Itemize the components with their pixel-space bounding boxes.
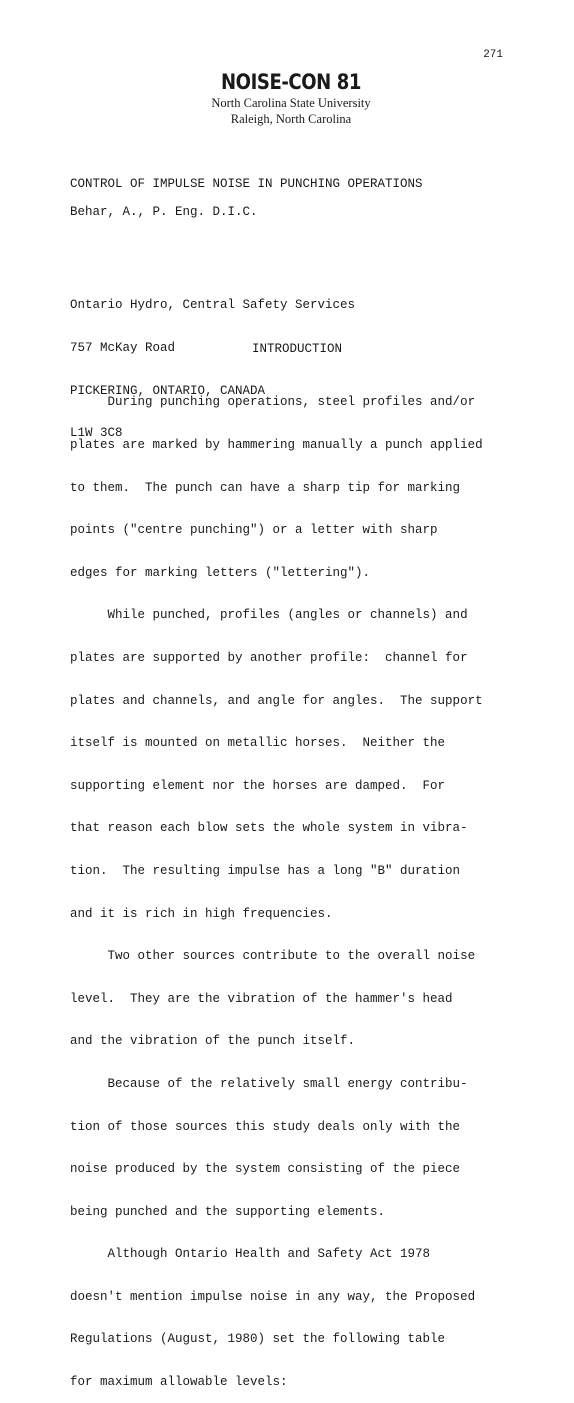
affiliation-line: Ontario Hydro, Central Safety Services	[70, 298, 356, 313]
body-line: for maximum allowable levels:	[70, 1375, 288, 1390]
affiliation-line: PICKERING, ONTARIO, CANADA	[70, 383, 266, 398]
body-line: noise produced by the system consisting of the piece	[70, 1162, 461, 1177]
body-line: Although Ontario Health and Safety Act 1978	[70, 1247, 431, 1262]
section-heading: INTRODUCTION	[251, 342, 342, 356]
body-line: Because of the relatively small energy contribu-	[70, 1076, 468, 1091]
body-line: During punching operations, steel profiles and/or	[70, 395, 476, 410]
body-line: to them. The punch can have a sharp tip for marking	[70, 480, 461, 495]
body-line: and it is rich in high frequencies.	[70, 906, 333, 921]
body-text	[70, 367, 483, 1403]
body-line: being punched and the supporting elements.	[70, 1204, 386, 1219]
body-line: While punched, profiles (angles or channels) and	[70, 608, 468, 623]
body-line: and the vibration of the punch itself.	[70, 1034, 356, 1049]
body-line: Two other sources contribute to the overall noise	[70, 949, 476, 964]
masthead	[0, 69, 574, 127]
paper-title: CONTROL OF IMPULSE NOISE IN PUNCHING OPERATIONS	[70, 177, 423, 191]
conference-title: NOISE-CON 81	[220, 70, 362, 94]
body-line: tion. The resulting impulse has a long "B" duration	[70, 863, 461, 878]
body-line: supporting element nor the horses are damped. For	[70, 778, 446, 793]
affiliation-line: L1W 3C8	[70, 426, 123, 441]
body-line: plates are marked by hammering manually a punch applied	[70, 438, 483, 452]
body-line: edges for marking letters ("lettering").	[70, 565, 371, 580]
body-line: plates are supported by another profile: channel for	[70, 650, 468, 665]
body-line: Regulations (August, 1980) set the following table	[70, 1332, 446, 1347]
body-line: level. They are the vibration of the hammer's head	[70, 991, 453, 1006]
body-line: itself is mounted on metallic horses. Neither the	[70, 736, 446, 751]
conference-location: Raleigh, North Carolina	[230, 112, 352, 126]
body-line: points ("centre punching") or a letter with sharp	[70, 523, 438, 538]
body-line: that reason each blow sets the whole system in vibra-	[70, 821, 468, 836]
body-line: doesn't mention impulse noise in any way, the Proposed	[70, 1289, 476, 1304]
body-line: tion of those sources this study deals only with the	[70, 1119, 461, 1134]
body-line: plates and channels, and angle for angles. The support	[70, 693, 483, 708]
author-line: Behar, A., P. Eng. D.I.C.	[70, 205, 258, 219]
affiliation-line: 757 McKay Road	[70, 341, 176, 355]
page-number: 271	[483, 49, 503, 61]
conference-university: North Carolina State University	[211, 96, 371, 110]
